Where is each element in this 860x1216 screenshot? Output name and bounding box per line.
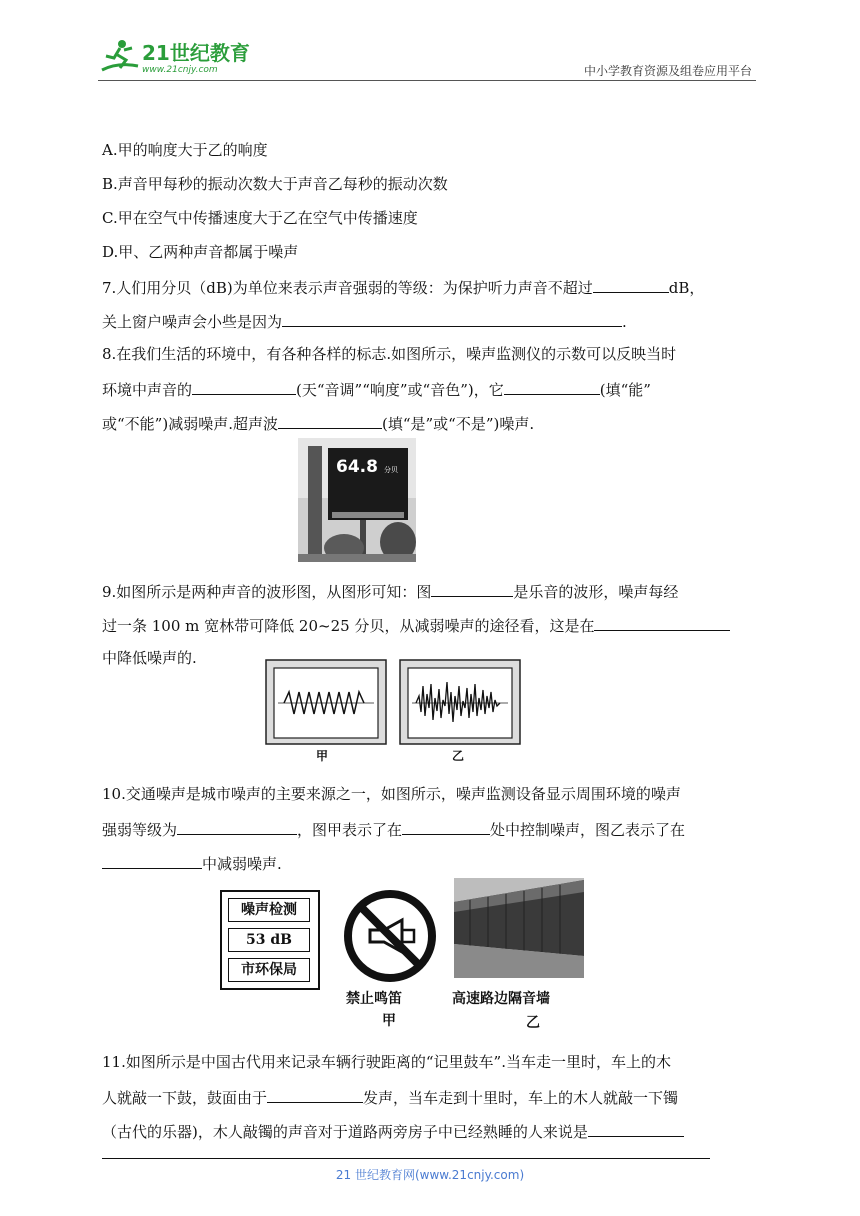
caption-no-horn: 禁止鸣笛 xyxy=(346,991,402,1007)
q8-line3: 或“不能”)减弱噪声.超声波 (填“是”或“不是”)噪声. xyxy=(102,412,534,434)
q11-line2: 人就敲一下鼓，鼓面由于 发声，当车走到十里时，车上的木人就敲一下镯 xyxy=(102,1086,678,1108)
q10-line2: 强弱等级为 ，图甲表示了在 处中控制噪声，图乙表示了在 xyxy=(102,818,685,840)
answer-blank[interactable] xyxy=(593,276,669,293)
answer-blank[interactable] xyxy=(588,1120,684,1137)
answer-blank[interactable] xyxy=(192,378,296,395)
q7-line1: 7.人们用分贝（dB)为单位来表示声音强弱的等级：为保护听力声音不超过 dB， xyxy=(102,276,704,298)
answer-blank[interactable] xyxy=(177,818,297,835)
q10-line1: 10.交通噪声是城市噪声的主要来源之一，如图所示，噪声监测设备显示周围环境的噪声 xyxy=(102,785,681,803)
option-b: B.声音甲每秒的振动次数大于声音乙每秒的振动次数 xyxy=(102,175,448,193)
monitor-value: 64.8 xyxy=(336,457,378,477)
answer-blank[interactable] xyxy=(431,580,513,597)
answer-blank[interactable] xyxy=(267,1086,363,1103)
answer-blank[interactable] xyxy=(504,378,600,395)
waveform-screen-b xyxy=(400,660,520,744)
header-divider xyxy=(98,80,756,81)
no-horn-sign xyxy=(344,890,436,982)
noise-monitor-photo xyxy=(298,438,416,562)
monitor-unit: 分贝 xyxy=(384,466,398,474)
caption-barrier: 高速路边隔音墙 xyxy=(452,991,550,1007)
label-jia: 甲 xyxy=(316,749,329,763)
option-a: A.甲的响度大于乙的响度 xyxy=(102,141,268,159)
option-d: D.甲、乙两种声音都属于噪声 xyxy=(102,243,299,261)
q11-line1: 11.如图所示是中国古代用来记录车辆行驶距离的“记里鼓车”.当车走一里时，车上的木 xyxy=(102,1053,671,1071)
q11-line3: （古代的乐器)，木人敲镯的声音对于道路两旁房子中已经熟睡的人来说是 xyxy=(102,1120,684,1142)
sign-value: 53 dB xyxy=(228,928,310,952)
q9-line3: 中降低噪声的. xyxy=(102,649,197,667)
sign-title: 噪声检测 xyxy=(228,898,310,922)
logo-url: www.21cnjy.com xyxy=(142,65,218,75)
answer-blank[interactable] xyxy=(402,818,490,835)
footer-divider xyxy=(102,1158,710,1159)
q7-line2: 关上窗户噪声会小些是因为 . xyxy=(102,310,627,332)
caption-yi: 乙 xyxy=(526,1015,540,1031)
noise-detection-sign xyxy=(220,890,320,990)
waveform-figure xyxy=(264,656,524,766)
logo-text: 21世纪教育 xyxy=(142,41,250,65)
platform-name: 中小学教育资源及组卷应用平台 xyxy=(583,64,752,78)
caption-jia: 甲 xyxy=(382,1013,396,1029)
footer-site[interactable]: 21 世纪教育网(www.21cnjy.com) xyxy=(335,1168,525,1182)
answer-blank[interactable] xyxy=(282,310,622,327)
sign-agency: 市环保局 xyxy=(228,958,310,982)
option-c: C.甲在空气中传播速度大于乙在空气中传播速度 xyxy=(102,209,418,227)
q8-line2: 环境中声音的 (天“音调”“响度”或“音色”)，它 (填“能” xyxy=(102,378,651,400)
sound-barrier-photo xyxy=(454,878,584,978)
answer-blank[interactable] xyxy=(594,614,730,631)
label-yi: 乙 xyxy=(452,749,465,763)
answer-blank[interactable] xyxy=(102,852,202,869)
answer-blank[interactable] xyxy=(278,412,382,429)
q8-line1: 8.在我们生活的环境中，有各种各样的标志.如图所示，噪声监测仪的示数可以反映当时 xyxy=(102,345,677,363)
q9-line1: 9.如图所示是两种声音的波形图，从图形可知：图 是乐音的波形，噪声每经 xyxy=(102,580,678,602)
waveform-screen-a xyxy=(266,660,386,744)
site-logo xyxy=(98,36,258,78)
q10-line3: 中减弱噪声. xyxy=(102,852,282,874)
q9-line2: 过一条 100 m 宽林带可降低 20~25 分贝，从减弱噪声的途径看，这是在 xyxy=(102,614,730,636)
